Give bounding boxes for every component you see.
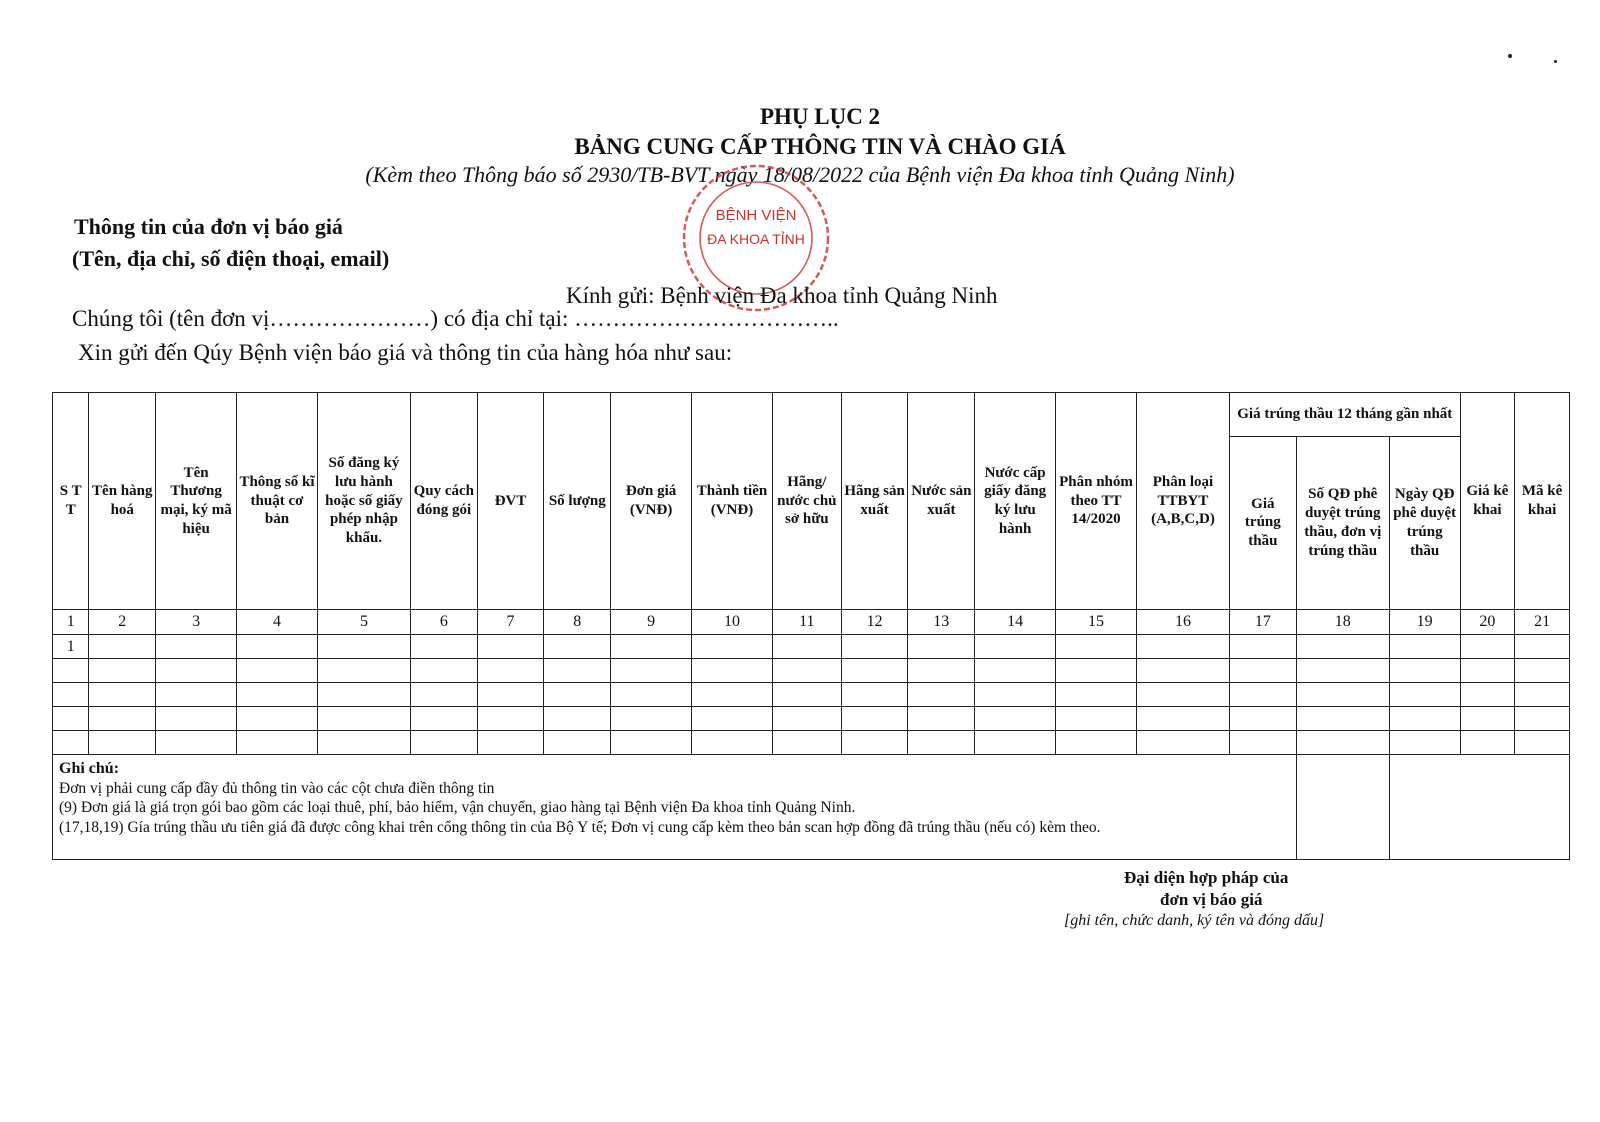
- col-header-specs: Thông số kĩ thuật cơ bản: [237, 393, 318, 610]
- col-number: 16: [1136, 610, 1229, 635]
- table-cell[interactable]: [908, 683, 975, 707]
- col-header-unit-price: Đơn giá (VNĐ): [611, 393, 692, 610]
- col-header-country: Nước sản xuất: [908, 393, 975, 610]
- notes-row: [53, 755, 1570, 860]
- table-cell[interactable]: [1136, 635, 1229, 659]
- table-cell[interactable]: [611, 707, 692, 731]
- table-cell[interactable]: [410, 683, 477, 707]
- col-number: 2: [89, 610, 156, 635]
- table-cell[interactable]: [317, 683, 410, 707]
- table-cell[interactable]: [772, 635, 841, 659]
- table-cell[interactable]: [1136, 731, 1229, 755]
- table-cell[interactable]: [53, 683, 89, 707]
- col-header-stt: S T T: [53, 393, 89, 610]
- table-cell[interactable]: [692, 635, 773, 659]
- table-cell[interactable]: [841, 707, 908, 731]
- table-row: [53, 683, 1570, 707]
- col-header-owner: Hãng/ nước chủ sở hữu: [772, 393, 841, 610]
- table-cell[interactable]: [544, 731, 611, 755]
- table-cell[interactable]: [410, 635, 477, 659]
- notes-line: (9) Đơn giá là giá trọn gói bao gồm các loại thuê, phí, bảo hiểm, vận chuyển, giao hàng tại Bệnh viện Đa khoa tỉnh Quảng Ninh.: [59, 799, 856, 817]
- col-header-decision-no: Số QĐ phê duyệt trúng thầu, đơn vị trúng thầu: [1296, 436, 1389, 609]
- table-cell[interactable]: [611, 635, 692, 659]
- table-cell[interactable]: [1515, 635, 1570, 659]
- table-cell[interactable]: [1296, 707, 1389, 731]
- col-number: 6: [410, 610, 477, 635]
- col-number: 11: [772, 610, 841, 635]
- table-cell[interactable]: [1056, 731, 1137, 755]
- col-header-name: Tên hàng hoá: [89, 393, 156, 610]
- table-cell[interactable]: [410, 707, 477, 731]
- col-number: 14: [975, 610, 1056, 635]
- table-cell[interactable]: [611, 731, 692, 755]
- table-cell[interactable]: [1136, 659, 1229, 683]
- table-cell[interactable]: [908, 731, 975, 755]
- table-cell[interactable]: [908, 707, 975, 731]
- table-cell[interactable]: [908, 659, 975, 683]
- col-header-decision-date: Ngày QĐ phê duyệt trúng thầu: [1389, 436, 1460, 609]
- table-cell[interactable]: [53, 707, 89, 731]
- notes-line: (17,18,19) Gía trúng thầu ưu tiên giá đã được công khai trên cổng thông tin của Bộ Y tế; Đơn vị cung cấp kèm theo bản scan hợp đồng đã trúng thầu (nếu có) kèm theo.: [59, 818, 1101, 836]
- table-cell[interactable]: [89, 635, 156, 659]
- col-number: 15: [1056, 610, 1137, 635]
- table-cell[interactable]: [156, 635, 237, 659]
- col-number: 7: [477, 610, 544, 635]
- table-cell[interactable]: [156, 731, 237, 755]
- table-cell[interactable]: [237, 707, 318, 731]
- table-cell[interactable]: [975, 635, 1056, 659]
- notes-cell: [53, 755, 1297, 860]
- table-cell[interactable]: [1389, 683, 1460, 707]
- table-cell[interactable]: [237, 731, 318, 755]
- signature-title: Đại diện hợp pháp của: [1124, 868, 1289, 887]
- table-cell[interactable]: [1460, 683, 1515, 707]
- table-cell[interactable]: [841, 635, 908, 659]
- col-header-manufacturer: Hãng sản xuất: [841, 393, 908, 610]
- table-cell[interactable]: [611, 659, 692, 683]
- table-cell[interactable]: [611, 683, 692, 707]
- table-cell[interactable]: [772, 707, 841, 731]
- table-cell[interactable]: [908, 635, 975, 659]
- col-header-packaging: Quy cách đóng gói: [410, 393, 477, 610]
- table-cell[interactable]: [1515, 731, 1570, 755]
- company-line: Chúng tôi (tên đơn vị…………………) có địa chỉ tại: ……………………………..: [72, 306, 839, 331]
- table-cell[interactable]: [1136, 683, 1229, 707]
- col-header-winning-price: Giá trúng thầu: [1229, 436, 1296, 609]
- col-number: 17: [1229, 610, 1296, 635]
- col-number: 3: [156, 610, 237, 635]
- col-number: 9: [611, 610, 692, 635]
- table-cell[interactable]: [1229, 707, 1296, 731]
- table-cell[interactable]: [841, 659, 908, 683]
- row-stt: 1: [53, 635, 89, 659]
- col-number: 19: [1389, 610, 1460, 635]
- col-header-declared-price: Giá kê khai: [1460, 393, 1515, 610]
- table-cell[interactable]: [1229, 683, 1296, 707]
- table-cell[interactable]: [1229, 731, 1296, 755]
- document-subtitle: (Kèm theo Thông báo số 2930/TB-BVT ngày 18/08/2022 của Bệnh viện Đa khoa tỉnh Quảng Ninh): [365, 162, 1235, 187]
- col-number: 21: [1515, 610, 1570, 635]
- table-cell[interactable]: [1515, 683, 1570, 707]
- col-number: 18: [1296, 610, 1389, 635]
- table-row: [53, 707, 1570, 731]
- quotation-table: [52, 392, 1570, 860]
- col-number: 20: [1460, 610, 1515, 635]
- table-cell[interactable]: [1056, 683, 1137, 707]
- table-cell[interactable]: [975, 707, 1056, 731]
- table-cell[interactable]: [317, 731, 410, 755]
- table-cell[interactable]: [544, 635, 611, 659]
- table-cell[interactable]: [477, 707, 544, 731]
- col-header-registration: Số đăng ký lưu hành hoặc số giấy phép nhập khẩu.: [317, 393, 410, 610]
- table-cell[interactable]: [1056, 707, 1137, 731]
- recipient-line: Kính gửi: Bệnh viện Đa khoa tỉnh Quảng Ninh: [566, 283, 998, 308]
- col-number: 4: [237, 610, 318, 635]
- column-number-row: [53, 610, 1570, 635]
- table-row: [53, 659, 1570, 683]
- col-header-amount: Thành tiền (VNĐ): [692, 393, 773, 610]
- table-cell[interactable]: [317, 707, 410, 731]
- table-row: [53, 635, 1570, 659]
- table-cell[interactable]: [1389, 731, 1460, 755]
- col-number: 13: [908, 610, 975, 635]
- table-cell[interactable]: [1460, 731, 1515, 755]
- table-cell[interactable]: [410, 659, 477, 683]
- table-cell[interactable]: [317, 635, 410, 659]
- table-cell[interactable]: [1296, 731, 1389, 755]
- table-cell[interactable]: [477, 731, 544, 755]
- supplier-info-subtitle: (Tên, địa chỉ, số điện thoại, email): [72, 246, 390, 271]
- table-cell[interactable]: [692, 707, 773, 731]
- table-cell[interactable]: [772, 659, 841, 683]
- table-cell[interactable]: [53, 659, 89, 683]
- table-cell[interactable]: [237, 683, 318, 707]
- table-cell[interactable]: [477, 683, 544, 707]
- table-cell[interactable]: [1460, 659, 1515, 683]
- table-cell[interactable]: [772, 731, 841, 755]
- table-cell[interactable]: [975, 731, 1056, 755]
- table-cell[interactable]: [237, 659, 318, 683]
- table-cell[interactable]: [156, 659, 237, 683]
- col-number: 1: [53, 610, 89, 635]
- table-cell[interactable]: [1515, 707, 1570, 731]
- stamp-text-2: ĐA KHOA TỈNH: [707, 231, 805, 247]
- notes-title: Ghi chú:: [59, 760, 120, 777]
- table-cell[interactable]: [1515, 659, 1570, 683]
- table-cell[interactable]: [1389, 659, 1460, 683]
- table-cell[interactable]: [1136, 707, 1229, 731]
- table-cell[interactable]: [156, 683, 237, 707]
- table-cell[interactable]: [975, 659, 1056, 683]
- table-row: [53, 731, 1570, 755]
- table-cell[interactable]: [1296, 659, 1389, 683]
- table-cell[interactable]: [89, 659, 156, 683]
- table-cell[interactable]: [1056, 635, 1137, 659]
- col-number: 10: [692, 610, 773, 635]
- stamp-text-1: BỆNH VIỆN: [715, 207, 797, 224]
- request-line: Xin gửi đến Qúy Bệnh viện báo giá và thông tin của hàng hóa như sau:: [78, 340, 733, 365]
- col-group-header-winning-price: Giá trúng thầu 12 tháng gần nhất: [1229, 393, 1460, 437]
- table-cell[interactable]: [1296, 683, 1389, 707]
- table-cell[interactable]: [1296, 635, 1389, 659]
- table-cell[interactable]: [1229, 659, 1296, 683]
- table-cell[interactable]: [544, 683, 611, 707]
- col-header-trade-name: Tên Thương mại, ký mã hiệu: [156, 393, 237, 610]
- scan-mark: [1508, 54, 1512, 58]
- table-cell[interactable]: [156, 707, 237, 731]
- table-cell[interactable]: [1460, 707, 1515, 731]
- notes-line: Đơn vị phải cung cấp đầy đủ thông tin vào các cột chưa điền thông tin: [59, 780, 495, 797]
- table-cell[interactable]: [317, 659, 410, 683]
- col-header-group: Phân nhóm theo TT 14/2020: [1056, 393, 1137, 610]
- table-cell[interactable]: [1056, 659, 1137, 683]
- col-number: 8: [544, 610, 611, 635]
- table-cell: [1296, 755, 1389, 860]
- table-cell[interactable]: [692, 731, 773, 755]
- table-cell[interactable]: [1389, 635, 1460, 659]
- table-cell[interactable]: [89, 731, 156, 755]
- table-cell[interactable]: [89, 707, 156, 731]
- table-cell[interactable]: [410, 731, 477, 755]
- table-cell[interactable]: [841, 731, 908, 755]
- table-cell[interactable]: [89, 683, 156, 707]
- table-cell[interactable]: [477, 659, 544, 683]
- table-cell[interactable]: [544, 707, 611, 731]
- col-header-license-country: Nước cấp giấy đăng ký lưu hành: [975, 393, 1056, 610]
- table-cell: [1389, 755, 1569, 860]
- document-title: PHỤ LỤC 2: [759, 104, 881, 129]
- table-cell[interactable]: [1389, 707, 1460, 731]
- document-heading: BẢNG CUNG CẤP THÔNG TIN VÀ CHÀO GIÁ: [574, 134, 1066, 159]
- table-cell[interactable]: [544, 659, 611, 683]
- table-cell[interactable]: [53, 731, 89, 755]
- table-cell[interactable]: [772, 683, 841, 707]
- col-header-declared-code: Mã kê khai: [1515, 393, 1570, 610]
- col-number: 12: [841, 610, 908, 635]
- scan-mark: [1554, 60, 1557, 63]
- col-header-classification: Phân loại TTBYT (A,B,C,D): [1136, 393, 1229, 610]
- table-cell[interactable]: [477, 635, 544, 659]
- table-cell[interactable]: [692, 659, 773, 683]
- table-cell[interactable]: [237, 635, 318, 659]
- col-number: 5: [317, 610, 410, 635]
- signature-instructions: [ghi tên, chức danh, ký tên và đóng dấu]: [1064, 912, 1325, 929]
- table-cell[interactable]: [692, 683, 773, 707]
- col-header-quantity: Số lượng: [544, 393, 611, 610]
- table-cell[interactable]: [1460, 635, 1515, 659]
- table-cell[interactable]: [975, 683, 1056, 707]
- table-cell[interactable]: [841, 683, 908, 707]
- signature-subtitle: đơn vị báo giá: [1160, 890, 1263, 909]
- col-header-unit: ĐVT: [477, 393, 544, 610]
- table-cell[interactable]: [1229, 635, 1296, 659]
- supplier-info-title: Thông tin của đơn vị báo giá: [74, 214, 343, 239]
